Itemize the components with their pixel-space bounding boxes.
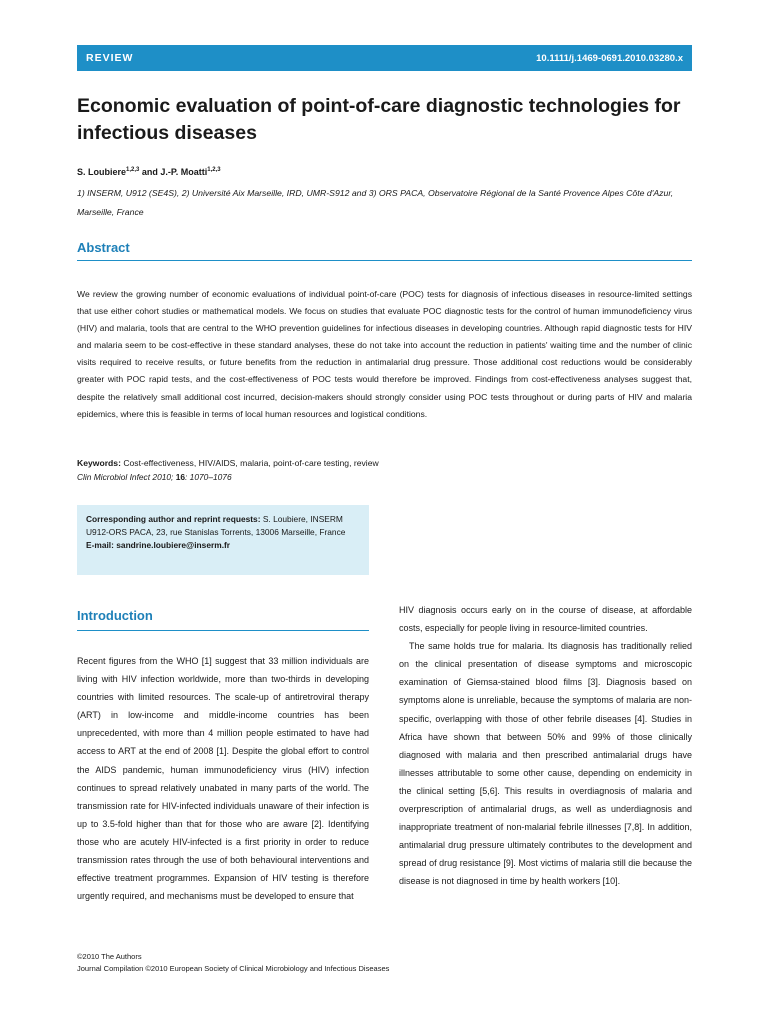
author-1-affil-sup: 1,2,3 [126,167,140,173]
author-list [77,167,221,177]
citation-year: 2010; [150,472,176,482]
correspondence-label: Corresponding author and reprint requests: [86,514,261,524]
article-type-tag: REVIEW [86,52,134,64]
affiliations: 1) INSERM, U912 (SE4S), 2) Université Aix Marseille, IRD, UMR-S912 and 3) ORS PACA, Observatoire Régional de la Santé Provence Alpes Côte d'Azur, Marseille, France [77,188,674,217]
intro-paragraph-1: Recent figures from the WHO [1] suggest that 33 million individuals are living with HIV infection worldwide, more than two-thirds in developing countries with limited resources. The scale-up of antiretroviral therapy (ART) in low-income and middle-income countries has been unprecedented, with more than 4 million people estimated to have had access to ART at the end of 2008 [1]. Despite the global effort to control the AIDS pandemic, human immunodeficiency virus (HIV) infection continues to spread relatively unabated in many parts of the world. The transmission rate for HIV-infected individuals unaware of their infection is up to 3.5-fold higher than that for those who are aware [2]. Identifying those who are acutely HIV-infected is a first priority in order to reduce transmission rates through the use of both behavioural interventions and effective treatment programmes. Expansion of HIV testing is therefore urgently required, and mechanisms must be developed to ensure that [77,656,369,902]
keywords-label: Keywords: [77,458,121,468]
keywords-list: Cost-effectiveness, HIV/AIDS, malaria, point-of-care testing, review [120,458,379,468]
copyright-footer [77,951,389,975]
citation [77,472,232,482]
citation-journal: Clin Microbiol Infect [77,472,151,482]
introduction-heading: Introduction [77,608,153,623]
intro-paragraph-2: The same holds true for malaria. Its diagnosis has traditionally relied on the clinical presentation of disease symptoms and microscopic examination of Giemsa-stained blood films [3]. Diagnosis based on symptoms alone is unreliable, because the symptoms of malaria are non-specific, overlapping with those of other febrile diseases [4]. Studies in Africa have shown that between 50% and 99% of those clinically diagnosed with malaria and then prescribed antimalarial drugs have illnesses attributable to some other cause, depending on endemicity in the clinical setting [5,6]. This results in overdiagnosis of malaria and overprescription of antimalarial drugs, as well as underdiagnosis and inappropriate treatment of non-malarial febrile illnesses [7,8]. In addition, antimalarial drug pressure ultimately contributes to the development and spread of drug resistance [9]. Most victims of malaria still die because the disease is not diagnosed in time by health workers [10]. [399,641,692,887]
intro-paragraph-1-cont: HIV diagnosis occurs early on in the course of disease, at affordable costs, especially for people living in resource-limited countries. [399,605,692,634]
intro-left-column [77,652,369,905]
intro-right-column [399,601,692,891]
author-2-affil-sup: 1,2,3 [207,167,221,173]
footer-line-1: ©2010 The Authors [77,952,142,961]
correspondence-text: S. Loubiere, INSERM U912-ORS PACA, 23, rue Stanislas Torrents, 13006 Marseille, France [86,514,346,538]
article-title: Economic evaluation of point-of-care diagnostic technologies for infectious diseases [77,95,681,144]
doi-link[interactable]: 10.1111/j.1469-0691.2010.03280.x [536,52,683,64]
footer-line-2: Journal Compilation ©2010 European Society of Clinical Microbiology and Infectious Diseases [77,964,390,973]
author-2: J.-P. Moatti [160,167,208,177]
abstract-rule [77,260,692,261]
citation-pages: : 1070–1076 [185,472,232,482]
citation-volume: 16 [175,472,186,482]
header-banner [77,45,692,71]
keywords [77,456,692,471]
author-conjunction: and [139,167,161,177]
introduction-rule [77,630,369,631]
author-1: S. Loubiere [77,167,127,177]
correspondence-email[interactable]: E-mail: sandrine.loubiere@inserm.fr [86,540,231,551]
abstract-heading: Abstract [77,240,130,255]
correspondence-box [77,505,369,575]
abstract-text: We review the growing number of economic evaluations of individual point-of-care (POC) tests for diagnosis of infectious diseases in resource-limited settings that use either cohort studies or mathematical models. We focus on studies that evaluate POC diagnostic tests for the control of human immunodeficiency virus (HIV) and malaria, tools that are central to the WHO prevention guidelines for infectious diseases in developing countries. Although rapid diagnostic tests for HIV and malaria seem to be cost-effective in these standard analyses, these do not take into account the reduction in patients' waiting time and the number of clinic visits required to receive results, or future benefits from the reduction in antimalarial drug pressure. Those additional cost reductions would be considerably greater with POC rapid tests, and the cost-effectiveness of POC tests would therefore be improved. Findings from cost-effectiveness analyses suggest that, despite the relatively small additional cost incurred, decision-makers should strongly consider using POC tests throughout or during parts of HIV and malaria epidemics, where this is feasible in terms of local human resources and logistical conditions. [77,289,692,419]
